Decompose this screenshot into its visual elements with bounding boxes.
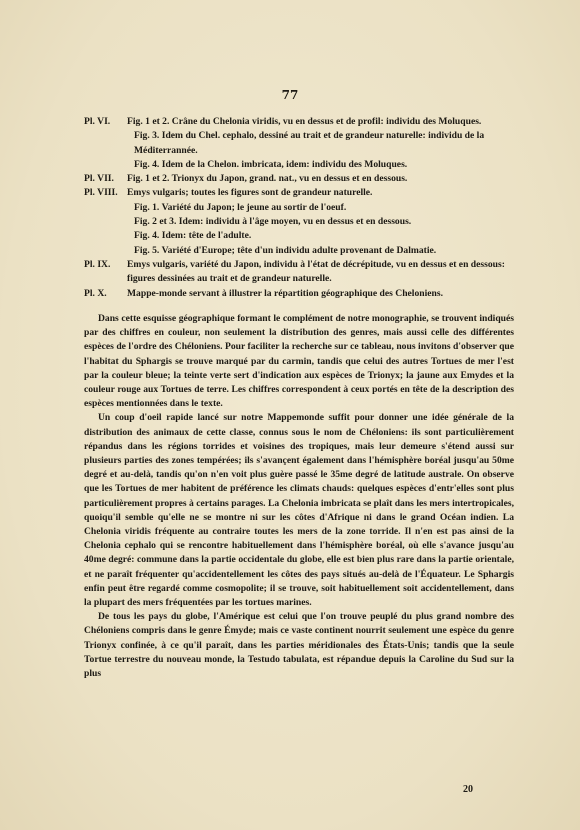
plate-text: Mappe-monde servant à illustrer la répartition géographique des Cheloniens. <box>127 287 443 299</box>
plate-text: Idem: individu à l'âge moyen, vu en dessus et en dessous. <box>178 216 412 228</box>
plate-text: Emys vulgaris; toutes les figures sont de grandeur naturelle. <box>127 187 373 199</box>
plate-label: Pl. IX. <box>84 258 111 270</box>
plate-entry <box>84 115 514 129</box>
figure-ref: Fig. 1. <box>134 201 160 213</box>
plate-description <box>134 244 514 258</box>
paragraph: Dans cette esquisse géographique formant le complément de notre monographie, se trouvent indiqués par des chiffres en couleur, non seulement la distribution des genres, mais aussi celle des différentes espèces de l'ordre des Chéloniens. Pour faciliter la recherche sur ce tableau, nous invitons d'observer que l'habitat du Sphargis se trouve marqué par du carmin, tandis que celui des autres Tortues de mer l'est par la couleur bleue; la teinte verte sert d'indication aux espèces de Trionyx; la jaune aux Emydes et la couleur rouge aux Tortues de terre. Les chiffres correspondent à ceux portés en tête de la description des espèces mentionnées dans le texte. <box>84 313 514 410</box>
plate-label: Pl. VI. <box>84 116 111 127</box>
figure-ref: Fig. 5. <box>134 244 160 256</box>
figure-ref: Fig. 3. <box>134 130 160 142</box>
plate-description <box>127 258 514 287</box>
plate-description <box>134 129 514 158</box>
plate-entry <box>84 158 514 172</box>
plate-text: Idem du Chel. cephalo, dessiné au trait et de grandeur naturelle: individu de la Méditerrannée. <box>134 130 485 156</box>
plate-text: Trionyx du Japon, grand. nat., vu en dessus et en dessous. <box>171 173 408 185</box>
plate-entry <box>84 287 514 301</box>
plate-description <box>134 158 514 172</box>
plate-description <box>134 215 514 229</box>
plate-description <box>134 229 514 243</box>
plate-description <box>127 115 514 129</box>
figure-ref: Fig. 4. <box>134 158 160 170</box>
figure-ref: Fig. 4. <box>134 230 160 242</box>
plate-description <box>134 201 514 215</box>
plate-entry <box>84 258 514 287</box>
signature-mark: 20 <box>463 784 473 795</box>
plate-text: Variété d'Europe; tête d'un individu adulte provenant de Dalmatie. <box>161 244 437 256</box>
plate-text: Idem: tête de l'adulte. <box>161 230 252 242</box>
body-text <box>84 312 514 681</box>
plate-description <box>127 287 514 301</box>
plate-entry <box>84 186 514 200</box>
figure-ref: Fig. 2 et 3. <box>134 216 177 228</box>
figure-ref: Fig. 1 et 2. <box>127 173 170 185</box>
plate-entry <box>84 244 514 258</box>
plate-entry <box>84 201 514 215</box>
paragraph: De tous les pays du globe, l'Amérique est celui que l'on trouve peuplé du plus grand nombre des Chéloniens compris dans le genre Émyde; mais ce vaste continent nourrit seulement une espèce du genre Trionyx confinée, à ce qu'il paraît, dans les parties méridionales des États-Unis; tandis que la seule Tortue terrestre du nouveau monde, la Testudo tabulata, est répandue depuis la Caroline du Sud sur la plus <box>84 611 514 680</box>
plate-text: Crâne du Chelonia viridis, vu en dessus et de profil: individu des Moluques. <box>171 116 482 127</box>
plate-label: Pl. X. <box>84 287 107 299</box>
plate-text: Variété du Japon; le jeune au sortir de l'oeuf. <box>161 201 347 213</box>
plate-entry <box>84 129 514 158</box>
plate-text: Emys vulgaris, variété du Japon, individu à l'état de décrépitude, vu en dessus et en dessous: figures dessinées au trait et de grandeur naturelle. <box>127 258 505 285</box>
plate-entry <box>84 215 514 229</box>
plate-entry <box>84 229 514 243</box>
paragraph: Un coup d'oeil rapide lancé sur notre Mappemonde suffit pour donner une idée générale de la distribution des animaux de cette classe, connus sous le nom de Chéloniens: ils sont particulièrement répandus dans les régions torrides et voisines des tropiques, mais leur demeure s'étend aussi sur plusieurs parties des zones tempérées; ils s'avançent également dans l'hémisphère boréal jusqu'au 50me degré et au-delà, tandis qu'on n'en voit plus guère passé le 35me degré de latitude australe. On observe que les Tortues de mer habitent de préférence les climats chauds: quelques espèces d'entr'elles sont plus particulièrement propres à certains parages. La Chelonia imbricata se plaît dans les mers intertropicales, quoiqu'il semble qu'elle ne se montre ni sur les côtes d'Afrique ni dans le grand Océan indien. La Chelonia viridis fréquente au contraire toutes les mers de la zone torride. Il n'en est pas ainsi de la Chelonia cephalo qui se rencontre habituellement dans l'hémisphère boréal, où elle s'avance jusqu'au 40me degré: commune dans la partie occidentale du globe, elle est bien plus rare dans la partie orientale, et ne paraît fréquenter qu'accidentellement les côtes des pays situés au-delà de l'Équateur. Le Sphargis enfin peut être regardé comme cosmopolite; il se trouve, soit habituellement soit accidentellement, dans la plupart des mers fréquentées par les tortues marines. <box>84 412 514 609</box>
figure-ref: Fig. 1 et 2. <box>127 116 170 127</box>
plate-label: Pl. VII. <box>84 173 114 185</box>
plate-label: Pl. VIII. <box>84 187 118 199</box>
plate-text: Idem de la Chelon. imbricata, idem: individu des Moluques. <box>161 158 408 170</box>
plate-description <box>127 172 514 186</box>
plate-entry <box>84 172 514 186</box>
plate-list <box>84 115 514 301</box>
plate-description <box>127 186 514 200</box>
page-number: 77 <box>281 88 299 102</box>
